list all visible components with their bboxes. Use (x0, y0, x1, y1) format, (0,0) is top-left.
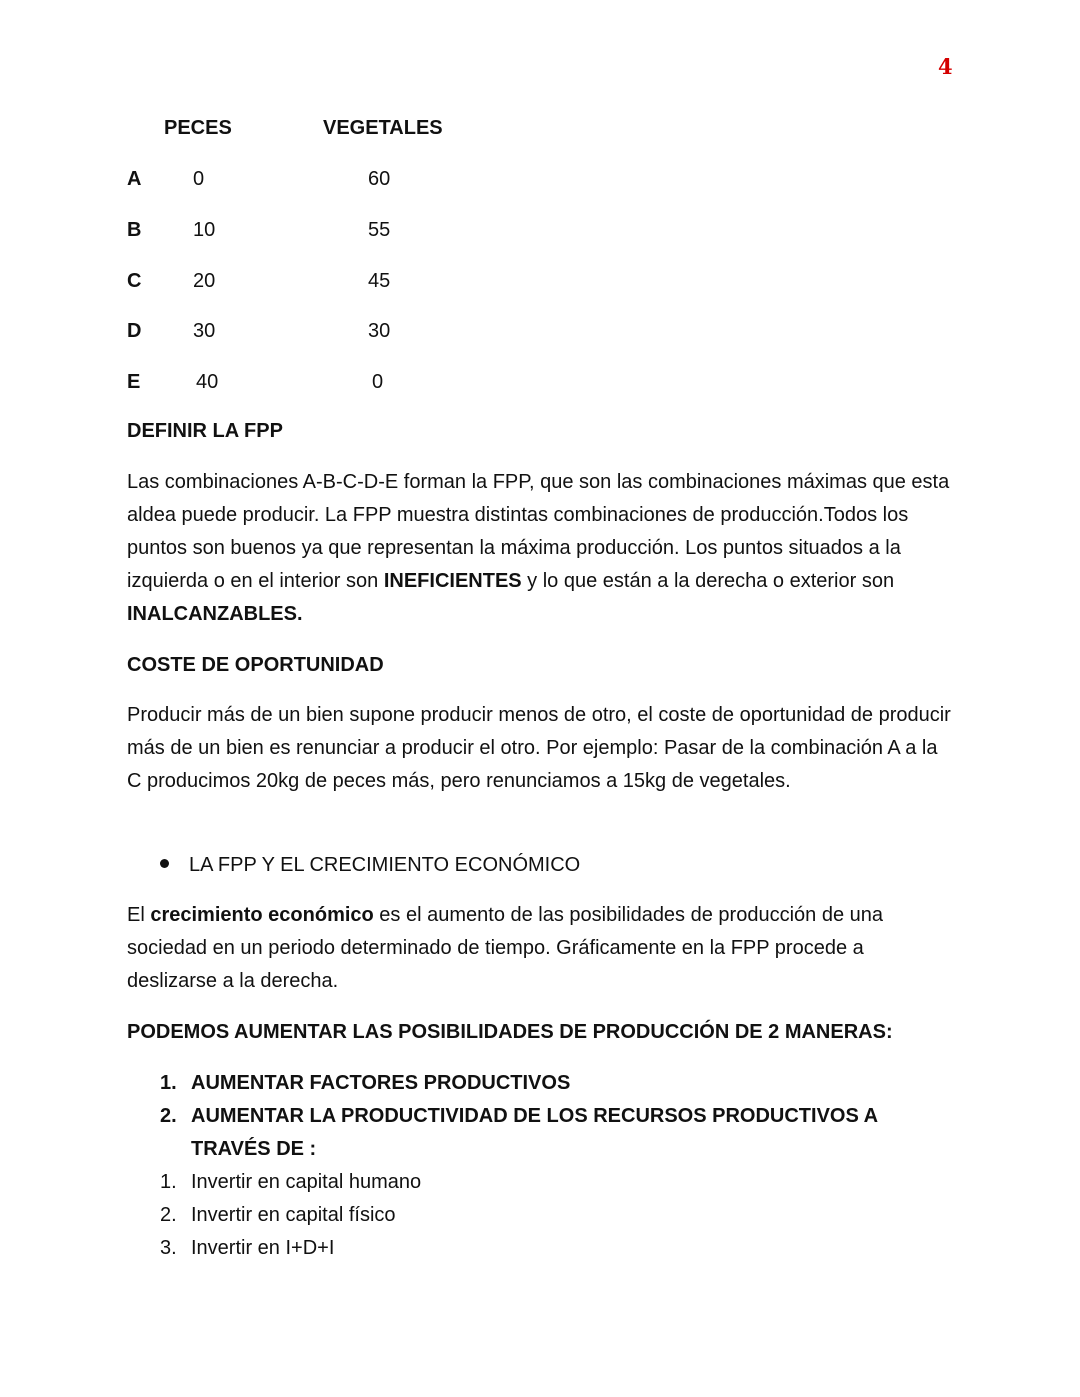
row-label: C (127, 270, 142, 292)
text: es el aumento de las posibilidades de producción de una sociedad en un periodo determinado de tiempo. Gráficamente en la FPP procede a deslizarse a la derecha. (127, 904, 883, 992)
page-number: 4 (938, 54, 953, 79)
cell-peces: 10 (193, 219, 216, 241)
cell-vegetales: 55 (368, 219, 391, 241)
text: El (127, 904, 151, 926)
list-text: Invertir en capital físico (191, 1204, 396, 1226)
paragraph-coste: Producir más de un bien supone producir menos de otro, el coste de oportunidad de producir más de un bien es renunciar a producir el otro. Por ejemplo: Pasar de la combinación A a la C producimos 20kg de peces más, pero renunciamos a 15kg de vegetales. (127, 704, 951, 792)
cell-vegetales: 0 (372, 371, 384, 393)
list-number: 3. (160, 1237, 177, 1259)
list-text: Invertir en I+D+I (191, 1237, 335, 1259)
text: Las combinaciones A-B-C-D-E forman la FPP, que son las combinaciones máximas que esta aldea puede producir. La FPP muestra distintas combinaciones de producción.Todos los puntos son buenos ya que representan la máxima producción. Los puntos situados a la izquierda o en el interior son (127, 471, 950, 592)
bold-crecimiento: crecimiento económico (150, 904, 374, 926)
header-peces: PECES (164, 117, 232, 139)
heading-coste-oportunidad: COSTE DE OPORTUNIDAD (127, 654, 384, 676)
row-label: A (127, 168, 142, 190)
list-item (160, 1199, 960, 1232)
bold-inalcanzables: INALCANZABLES. (127, 603, 303, 625)
paragraph-fpp (127, 466, 957, 631)
list-number: 1. (160, 1072, 177, 1094)
bullet-item (160, 853, 580, 877)
cell-vegetales: 45 (368, 270, 391, 292)
bullet-text: LA FPP Y EL CRECIMIENTO ECONÓMICO (189, 854, 581, 876)
row-label: E (127, 371, 141, 393)
cell-vegetales: 30 (368, 320, 391, 342)
paragraph-crecimiento (127, 899, 957, 998)
list-item (160, 1232, 960, 1265)
text: y lo que están a la derecha o exterior son (521, 570, 895, 592)
bullet-icon (160, 859, 169, 868)
list-text: AUMENTAR FACTORES PRODUCTIVOS (191, 1072, 571, 1094)
list-number: 2. (160, 1204, 177, 1226)
list-text: AUMENTAR LA PRODUCTIVIDAD DE LOS RECURSOS PRODUCTIVOS A TRAVÉS DE : (191, 1105, 878, 1160)
ordered-list (160, 1067, 960, 1265)
cell-peces: 40 (196, 371, 219, 393)
list-number: 2. (160, 1105, 177, 1127)
list-text: Invertir en capital humano (191, 1171, 422, 1193)
bold-ineficientes: INEFICIENTES (383, 570, 522, 592)
heading-definir-fpp: DEFINIR LA FPP (127, 420, 283, 442)
cell-peces: 20 (193, 270, 216, 292)
list-item (160, 1067, 960, 1100)
cell-peces: 30 (193, 320, 216, 342)
row-label: D (127, 320, 142, 342)
list-item (160, 1166, 960, 1199)
row-label: B (127, 219, 142, 241)
list-number: 1. (160, 1171, 177, 1193)
cell-peces: 0 (193, 168, 205, 190)
header-vegetales: VEGETALES (323, 117, 443, 139)
list-item (160, 1100, 960, 1166)
heading-maneras: PODEMOS AUMENTAR LAS POSIBILIDADES DE PRODUCCIÓN DE 2 MANERAS: (127, 1021, 893, 1043)
cell-vegetales: 60 (368, 168, 391, 190)
